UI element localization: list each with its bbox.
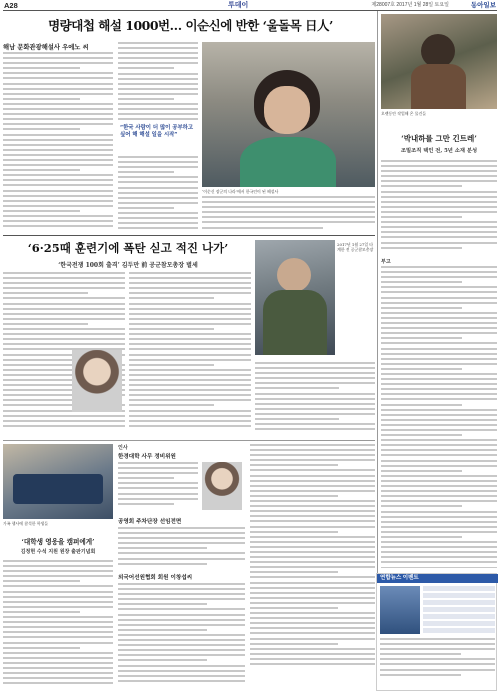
obituary-label: 부고 [381,259,391,265]
ad-title: 연합뉴스 이벤트 [377,574,498,583]
pull-quote: “한국 사람이 더 많이 공부하고 싶어 해 해설 일을 시작” [120,125,194,138]
section-divider [3,235,375,236]
bottom-divider [3,440,375,441]
story2-body-col3 [255,362,375,436]
story2-photo [255,240,335,355]
ad-image [380,586,420,634]
page-number: A28 [4,1,18,10]
story2-body-col2 [129,272,251,432]
right-article-body [381,160,497,252]
story2-portrait [72,350,122,412]
people-body-3 [118,583,245,688]
issue-date: 제28007호 2017년 1월 28일 토요일 [371,2,449,8]
people-head-1: 한경대학 사무 정비위원 [118,454,176,460]
people-portrait [202,462,242,510]
people-head-2: 공영회 주차단장 선임전면 [118,519,182,525]
article-body-col2 [118,42,198,122]
bottom-subheadline: 김정현 수석 지원 원장 출판기념회 [20,549,96,555]
people-body-2 [118,527,245,569]
newspaper-logo: 동아일보 [470,2,496,9]
article-body-col1 [3,52,113,232]
people-head-3: 외국어선원협회 회원 이창섭씨 [118,575,193,581]
section-title: 투데이 [228,2,249,9]
people-body-1 [118,462,198,512]
ad-body [380,638,495,688]
people-section-label: 인사 [118,445,128,451]
article-body-col4 [202,196,375,232]
ad-table [423,586,495,635]
story2-photo-caption: 2017년 1월 27일 타계한 전 공군참모총장 [337,242,374,253]
story2-subheadline: ‘한국전쟁 100회 출격’ 김두만 前 공군참모총장 별세 [58,262,198,269]
main-headline: 명량대첩 해설 1000번… 이순신에 반한 ‘울돌목 日人’ [48,18,333,33]
bottom-photo-caption: 가족 행사에 참석한 학생들 [3,521,49,526]
obituary-listing [381,266,497,568]
right-subheadline: 조밀조직 택인 전, 5년 소재 분성 [400,148,478,154]
article-body-col3 [118,156,198,232]
bottom-headline: ‘대학생 영웅을 캠퍼에게’ [21,538,95,546]
bottom-left-body [3,560,113,688]
main-photo [202,42,375,187]
main-subheadline: 해남 문화관광해설사 우에노 씨 [3,44,89,51]
advertisement-box[interactable] [376,573,497,691]
main-photo-caption: ‘이순신 장군의 나라’에서 한국인이 된 해설사 [202,189,279,194]
right-photo-caption: 오랫동안 작업해 온 물건들 [381,111,427,116]
bottom-photo [3,444,113,519]
right-photo [381,14,497,109]
right-headline: ‘박내하를 그만 긴트레’ [401,134,477,143]
story2-headline: ‘6·25때 훈련기에 폭탄 싣고 적진 나가’ [27,241,229,255]
page-header [3,0,497,11]
people-listing [250,444,375,688]
